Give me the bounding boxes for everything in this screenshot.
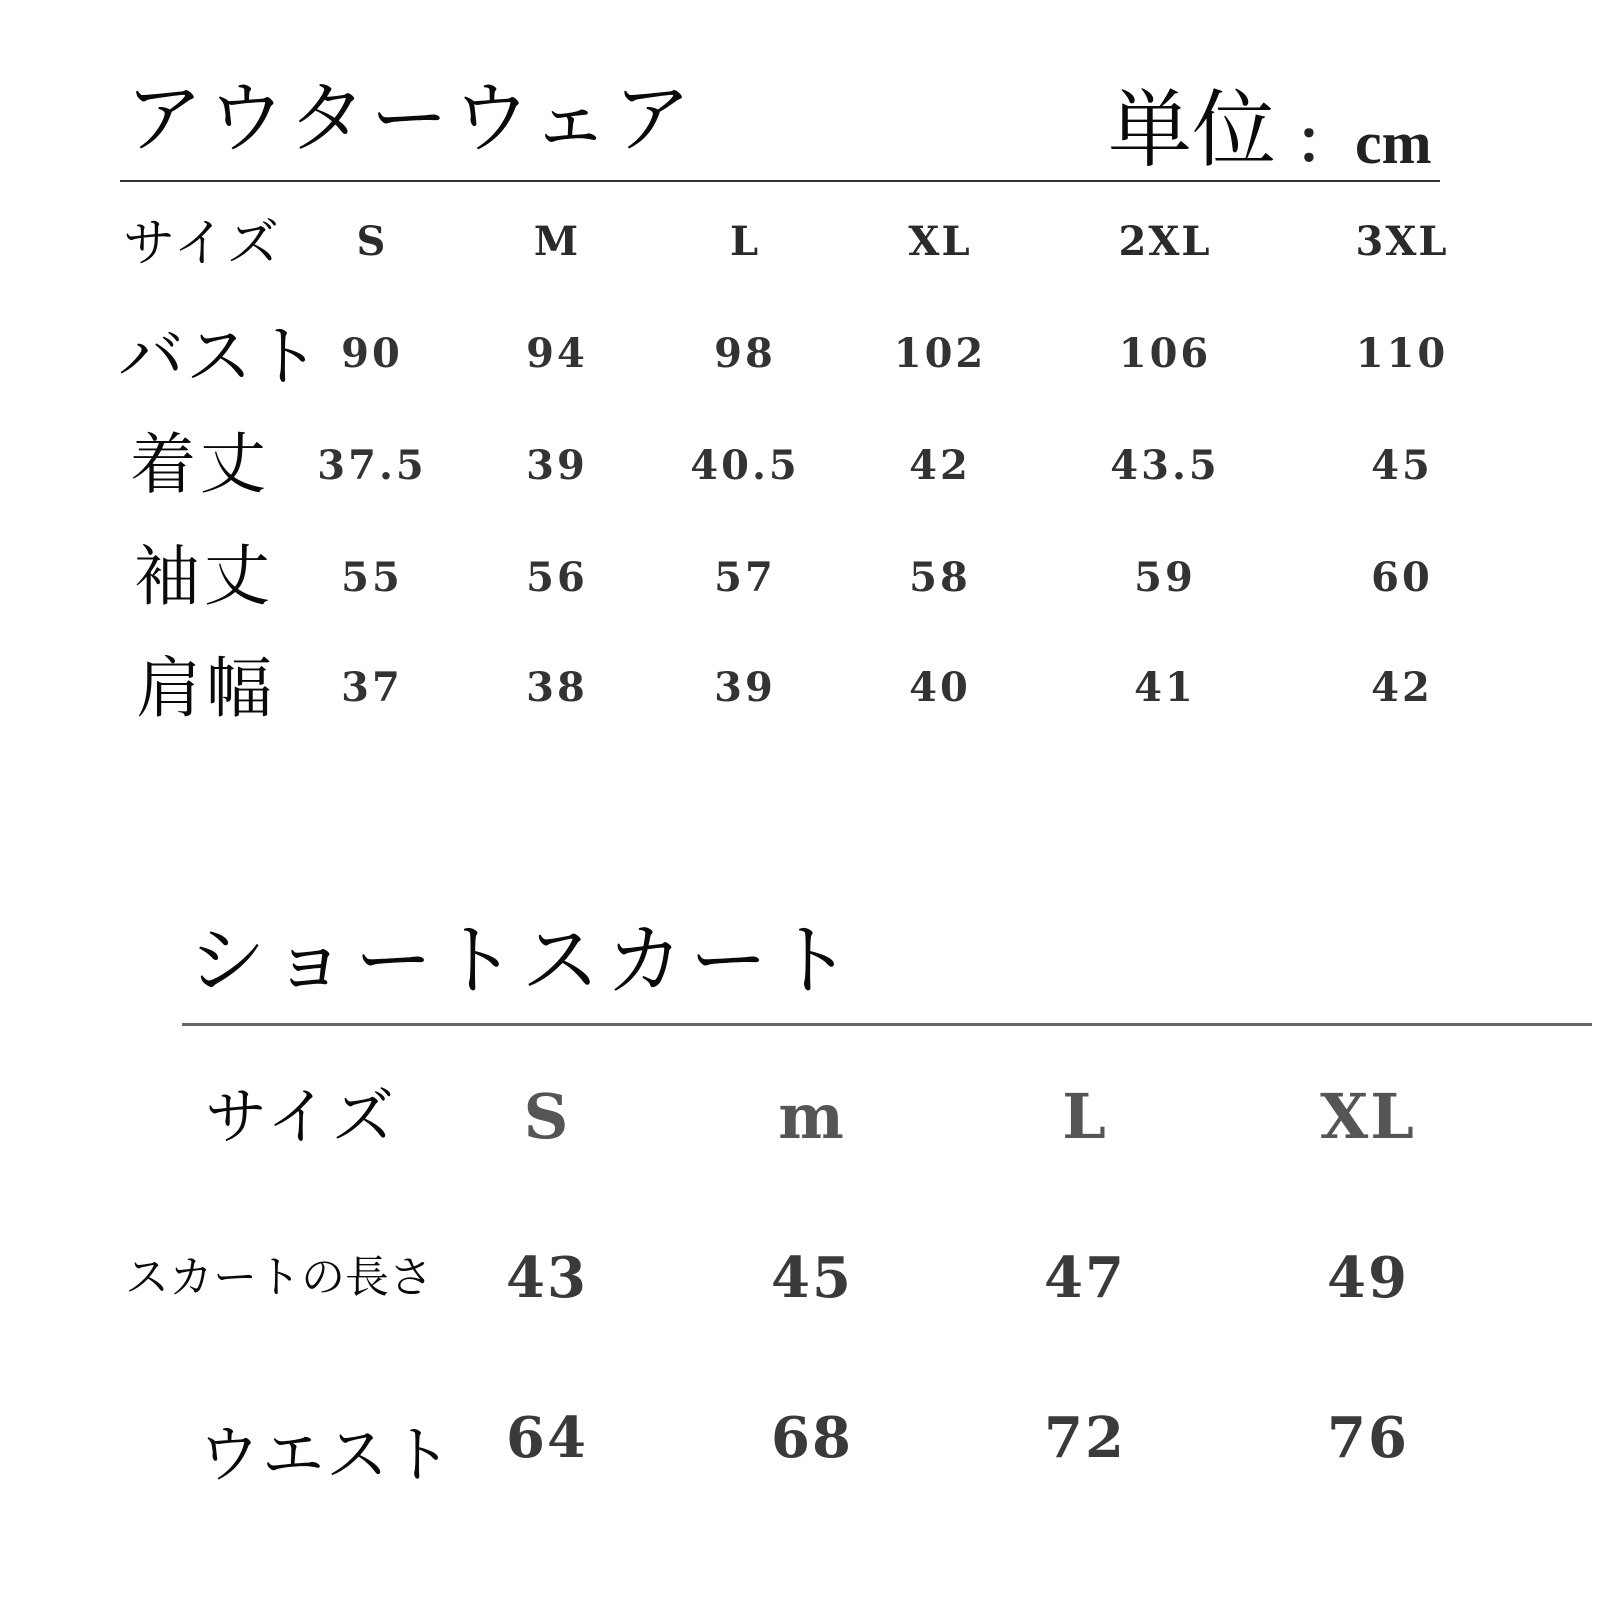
unit-label: 単位: [1108, 81, 1277, 179]
table-cell: 76: [1327, 1405, 1409, 1471]
size-header-label: サイズ: [123, 214, 281, 274]
table-cell: 72: [1044, 1405, 1126, 1471]
size-header-cell: L: [729, 218, 761, 265]
size-header-cell: M: [533, 218, 581, 265]
unit-value: ：cm: [1295, 110, 1432, 176]
table-cell: 90: [341, 330, 403, 377]
measurement-label: バスト: [118, 318, 322, 395]
table-cell: 42: [909, 442, 971, 489]
table-cell: 37.5: [317, 442, 427, 489]
measurement-label: 肩幅: [136, 650, 276, 727]
size-header-cell: XL: [908, 218, 972, 265]
measurement-label: 着丈: [130, 426, 270, 503]
table-cell: 60: [1371, 554, 1433, 601]
table-cell: 102: [893, 330, 987, 377]
table-cell: 98: [714, 330, 776, 377]
table-cell: 39: [714, 664, 776, 711]
size-header-cell: 2XL: [1118, 218, 1212, 265]
table-cell: 110: [1355, 330, 1449, 377]
table-cell: 39: [526, 442, 588, 489]
size-header-label: サイズ: [205, 1080, 399, 1153]
size-header-cell: L: [1062, 1080, 1108, 1153]
size-header-cell: S: [356, 218, 388, 265]
table-cell: 37: [341, 664, 403, 711]
table-cell: 43: [506, 1245, 588, 1311]
table-cell: 56: [526, 554, 588, 601]
table-cell: 45: [771, 1245, 853, 1311]
skirt-title: ショートスカート: [188, 916, 858, 1006]
table-cell: 43.5: [1110, 442, 1220, 489]
table-cell: 45: [1371, 442, 1433, 489]
size-header-cell: m: [778, 1080, 846, 1153]
table-cell: 42: [1371, 664, 1433, 711]
size-header-cell: S: [523, 1080, 571, 1153]
measurement-label: スカートの長さ: [125, 1252, 433, 1303]
table-cell: 94: [526, 330, 588, 377]
table-cell: 64: [506, 1405, 588, 1471]
table-cell: 41: [1134, 664, 1196, 711]
table-cell: 49: [1327, 1245, 1409, 1311]
skirt-divider: [182, 1023, 1592, 1026]
table-cell: 59: [1134, 554, 1196, 601]
table-cell: 38: [526, 664, 588, 711]
table-cell: 40: [909, 664, 971, 711]
table-cell: 58: [909, 554, 971, 601]
table-cell: 40.5: [690, 442, 800, 489]
table-cell: 106: [1118, 330, 1212, 377]
table-cell: 57: [714, 554, 776, 601]
measurement-label: 袖丈: [134, 538, 274, 615]
size-header-cell: 3XL: [1355, 218, 1449, 265]
outerwear-title: アウターウェア: [125, 74, 696, 164]
table-cell: 68: [771, 1405, 853, 1471]
measurement-label: ウエスト: [198, 1418, 455, 1491]
outerwear-divider: [120, 180, 1440, 182]
table-cell: 47: [1044, 1245, 1126, 1311]
table-cell: 55: [341, 554, 403, 601]
size-header-cell: XL: [1320, 1080, 1416, 1153]
